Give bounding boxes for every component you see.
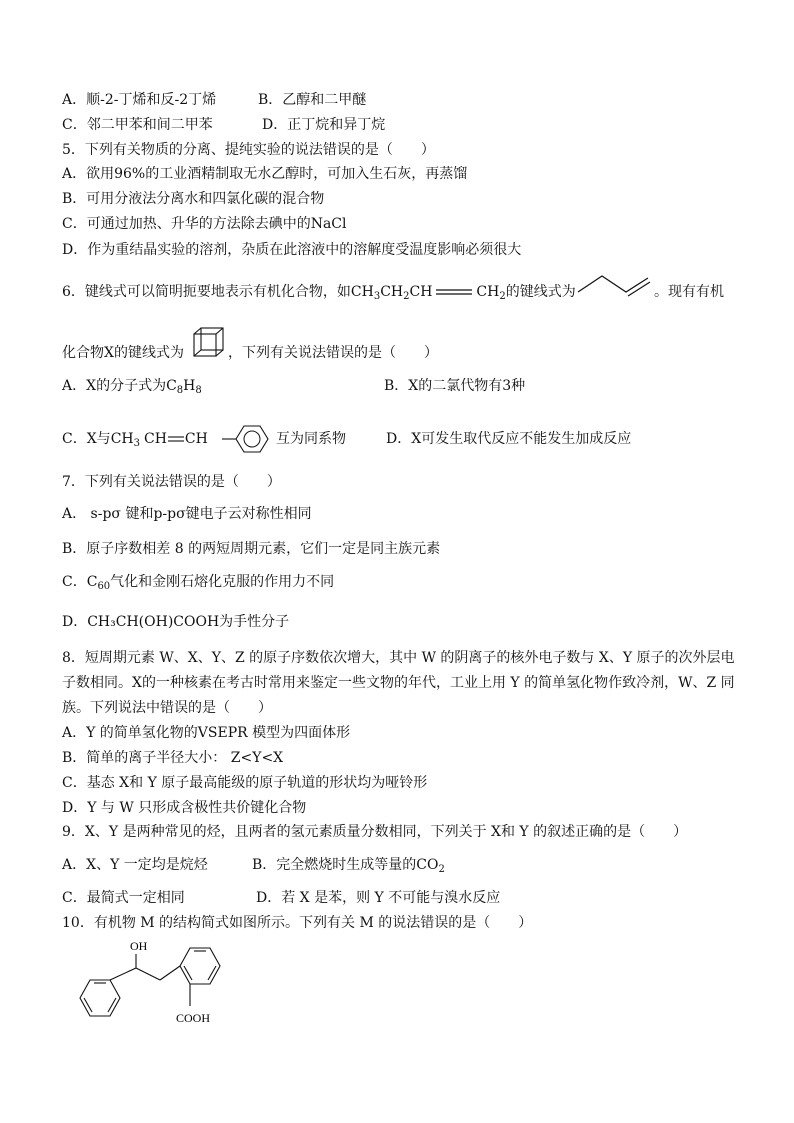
q7-option-a: A． s-pσ 键和p-pσ键电子云对称性相同 [62, 506, 312, 522]
q6-option-a [62, 376, 202, 401]
q6-formula-ch: CH [409, 284, 433, 300]
q6-stem-text-b: 的键线式为 [505, 284, 576, 300]
q8-stem-line-3: 族。下列说法中错误的是（ ） [62, 700, 272, 716]
q6-formula-ch3: CH [350, 284, 374, 300]
double-bond-icon [434, 286, 474, 298]
q9-stem: 9．X、Y 是两种常见的烃，且两者的氢元素质量分数相同，下列关于 X和 Y 的叙述正确的是（ ） [62, 824, 688, 840]
benzene-ring-icon [222, 422, 278, 456]
q8-option-b: B．简单的离子半径大小： Z<Y<X [62, 750, 284, 766]
left-benzene-ring [80, 980, 120, 1016]
q5-option-d: D．作为重结晶实验的溶剂，杂质在此溶液中的溶解度受温度影响必须很大 [62, 242, 522, 258]
q6-stem2-text-b: ，下列有关说法错误的是（ ） [228, 345, 438, 361]
q7-option-c-c: C [86, 574, 98, 590]
q7-stem: 7．下列有关说法错误的是（ ） [62, 474, 281, 490]
q6-option-c-ch3: CH [110, 431, 134, 447]
q6-stem2-text-a: 化合物X的键线式为 [62, 345, 184, 361]
q6-option-c [62, 429, 208, 454]
q6-option-c-text: C．X与 [62, 431, 111, 447]
q9-option-c: C．最简式一定相同 [62, 890, 185, 906]
q10-stem: 10．有机物 M 的结构简式如图所示。下列有关 M 的说法错误的是（ ） [62, 915, 533, 931]
q4-option-b: B．乙醇和二甲醚 [258, 92, 367, 108]
double-bond-icon [167, 433, 185, 445]
molecule-m-structure [72, 938, 252, 1038]
q7-option-c-sub: 60 [97, 581, 111, 592]
q9-option-b-text: B．完全燃烧时生成等量的 [252, 857, 417, 873]
q6-option-a-h: H [183, 378, 196, 394]
q6-option-a-c: C [166, 378, 177, 394]
q8-stem-line-2: 子数相同。X的一种核素在考古时常用来鉴定一些文物的年代，工业上用 Y 的简单氢化物作致冷剂，W、Z 同 [62, 675, 735, 691]
q9-option-a: A．X、Y 一定均是烷烃 [62, 857, 208, 873]
q5-option-b: B．可用分液法分离水和四氯化碳的混合物 [62, 191, 325, 207]
q6-option-a-sub1: 8 [176, 385, 184, 396]
q9-option-b-sub: 2 [438, 864, 445, 875]
q6-stem-line-2 [62, 343, 184, 363]
q7-option-b: B．原子序数相差 8 的两短周期元素，它们一定是同主族元素 [62, 541, 441, 557]
q6-option-b: B．X的二氯代物有3种 [384, 378, 526, 394]
q9-option-b [252, 855, 445, 880]
q6-option-d: D．X可发生取代反应不能发生加成反应 [386, 431, 632, 447]
q4-options-row-1 [62, 90, 367, 110]
q6-formula-ch2-end: CH [476, 284, 500, 300]
q5-option-c: C．可通过加热、升华的方法除去碘中的NaCl [62, 216, 347, 232]
q6-option-a-text: A．X的分子式为 [62, 378, 167, 394]
q4-option-d: D．正丁烷和异丁烷 [262, 117, 386, 133]
q6-formula-sub2b: 2 [499, 291, 506, 302]
cooh-label: COOH [176, 1011, 211, 1025]
q4-option-c: C．邻二甲苯和间二甲苯 [62, 117, 213, 133]
q8-option-c: C．基态 X和 Y 原子最高能级的原子轨道的形状均为哑铃形 [62, 775, 428, 791]
q7-option-c-post: 气化和金刚石熔化克服的作用力不同 [110, 574, 335, 590]
q4-option-a: A．顺-2-丁烯和反-2丁烯 [62, 92, 217, 108]
q6-stem-text-c: 。现有有机 [654, 284, 724, 300]
q6-formula-sub2: 2 [403, 291, 410, 302]
q6-formula [351, 284, 506, 300]
q8-option-a: A．Y 的简单氢化物的VSEPR 模型为四面体形 [62, 725, 351, 741]
q6-option-c-sub: 3 [133, 438, 140, 449]
q6-formula-sub3: 3 [373, 291, 381, 302]
q8-option-d: D．Y 与 W 只形成含极性共价键化合物 [62, 800, 307, 816]
q9-option-d: D．若 X 是苯，则 Y 不可能与溴水反应 [256, 890, 501, 906]
q6-stem-text-a: 6．键线式可以简明扼要地表示有机化合物，如 [62, 284, 351, 300]
q4-options-row-2 [62, 115, 386, 135]
cubane-icon [192, 326, 226, 360]
q7-option-c-text: C． [62, 574, 87, 590]
q8-stem-line-1: 8．短周期元素 W、X、Y、Z 的原子序数依次增大，其中 W 的阴离子的核外电子数与 X、Y 原子的次外层电 [62, 650, 735, 666]
q7-option-d: D．CH₃CH(OH)COOH为手性分子 [62, 614, 290, 630]
q9-option-b-co: CO [416, 857, 439, 873]
q5-option-a: A．欲用96%的工业酒精制取无水乙醇时，可加入生石灰，再蒸馏 [62, 166, 468, 182]
q6-stem-line-1 [62, 282, 576, 307]
q6-option-c-ch: CH [143, 431, 167, 447]
butene-skeletal-icon [576, 270, 652, 304]
q7-option-c [62, 572, 334, 597]
q6-formula-ch2: CH [380, 284, 404, 300]
q6-option-a-sub2: 8 [195, 385, 202, 396]
right-benzene-ring [180, 948, 220, 984]
q5-stem: 5．下列有关物质的分离、提纯实验的说法错误的是（ ） [62, 142, 435, 158]
q6-option-c-ch2: CH [184, 431, 208, 447]
oh-label: OH [130, 939, 148, 953]
q6-option-c-post: 互为同系物 [276, 431, 346, 447]
